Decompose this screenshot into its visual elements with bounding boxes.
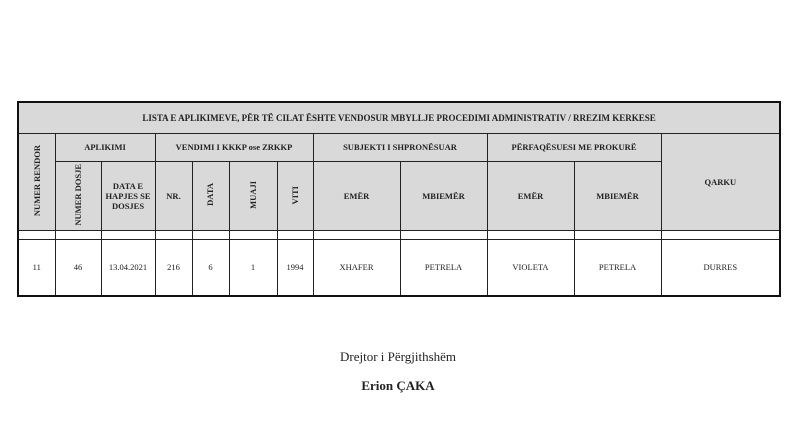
applications-table [17, 101, 781, 297]
signatory-title: Drejtor i Përgjithshëm [339, 349, 457, 364]
header-subjekti-mbiemer: MBIEMËR [400, 162, 487, 231]
cell-subjekti-emer: XHAFER [313, 240, 400, 297]
cell-numer-dosje: 46 [55, 240, 101, 297]
table-row [18, 240, 780, 297]
header-numer-dosje [55, 162, 101, 231]
cell-muaji: 1 [229, 240, 277, 297]
cell-nr: 216 [155, 240, 192, 297]
header-nr: NR. [155, 162, 192, 231]
header-data [192, 162, 229, 231]
cell-perfaqesuesi-emer: VIOLETA [487, 240, 574, 297]
cell-viti: 1994 [277, 240, 313, 297]
cell-qarku: DURRES [661, 240, 780, 297]
header-numer-dosje-label: NUMER DOSJE [72, 164, 83, 226]
spacer-row [18, 231, 780, 240]
cell-perfaqesuesi-mbiemer: PETRELA [574, 240, 661, 297]
header-perfaqesuesi-emer: EMËR [487, 162, 574, 231]
header-perfaqesuesi-mbiemer: MBIEMËR [574, 162, 661, 231]
cell-data: 6 [192, 240, 229, 297]
header-viti-label: VITI [289, 185, 300, 205]
cell-subjekti-mbiemer: PETRELA [400, 240, 487, 297]
cell-data-hapjes: 13.04.2021 [101, 240, 155, 297]
header-data-label: DATA [205, 183, 216, 207]
header-aplikimi: APLIKIMI [55, 134, 155, 162]
header-subjekti: SUBJEKTI I SHPRONËSUAR [313, 134, 487, 162]
header-subjekti-emer: EMËR [313, 162, 400, 231]
header-vendimi: VENDIMI I KKKP ose ZRKKP [155, 134, 313, 162]
header-perfaqesuesi: PËRFAQËSUESI ME PROKURË [487, 134, 661, 162]
signatory-name: Erion ÇAKA [361, 378, 435, 393]
header-data-hapjes: DATA E HAPJES SE DOSJES [101, 162, 155, 231]
header-muaji-label: MUAJI [247, 180, 258, 209]
header-viti [277, 162, 313, 231]
table-title: LISTA E APLIKIMEVE, PËR TË CILAT ËSHTE VENDOSUR MBYLLJE PROCEDIMI ADMINISTRATIV / RREZIM KERKESE [18, 102, 780, 134]
header-qarku: QARKU [661, 134, 780, 231]
header-muaji [229, 162, 277, 231]
header-numer-rendor [18, 134, 55, 231]
header-numer-rendor-label: NUMER RENDOR [31, 145, 42, 217]
cell-numer-rendor: 11 [18, 240, 55, 297]
